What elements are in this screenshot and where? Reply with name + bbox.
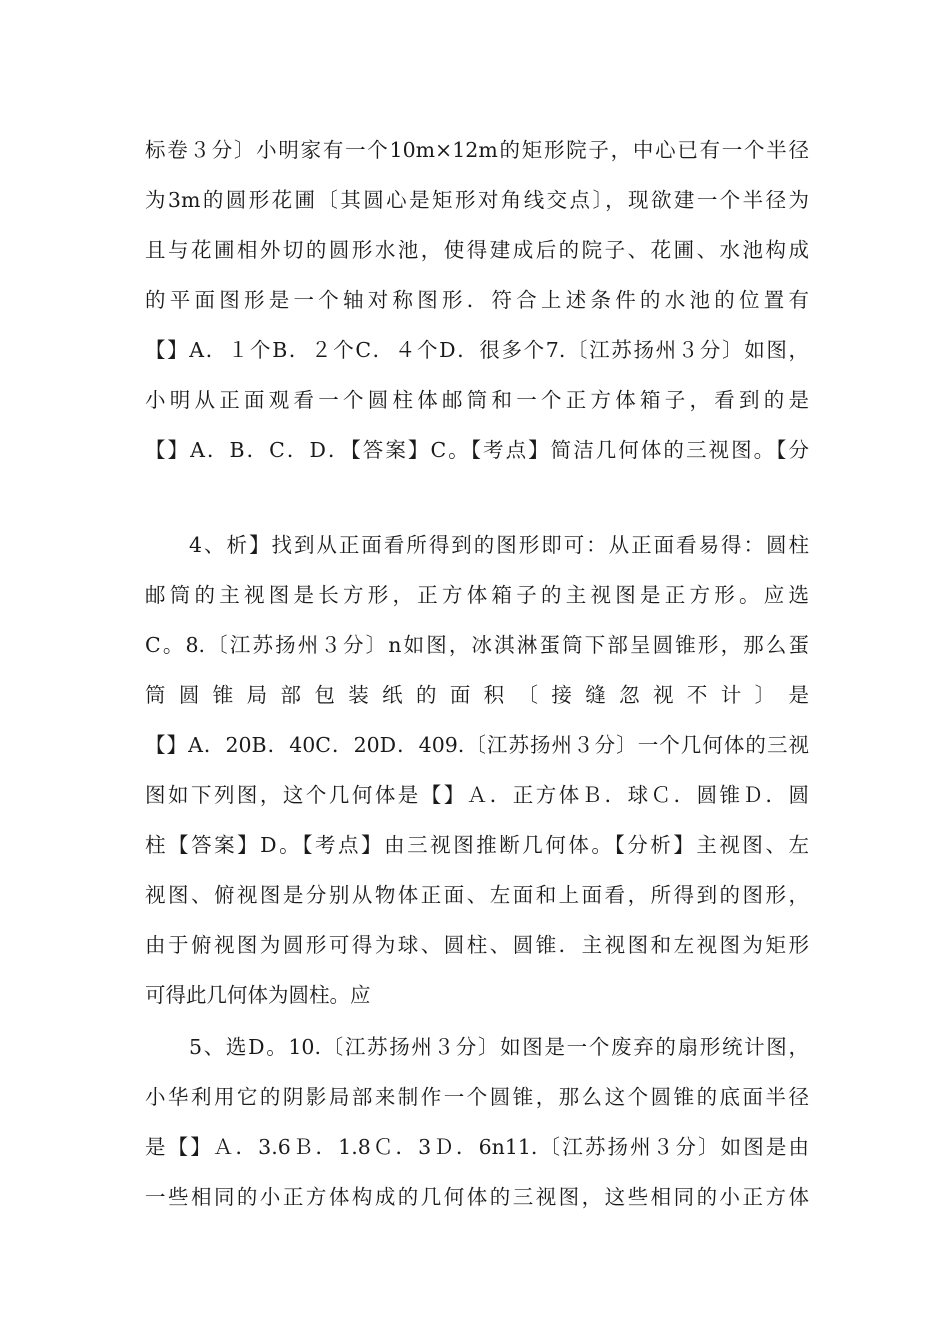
text-line: 视图、俯视图是分别从物体正面、左面和上面看，所得到的图形，: [145, 883, 809, 907]
text-line: 标卷３分〕小明家有一个10m×12m的矩形院子，中心已有一个半径: [145, 138, 809, 162]
text-line: 是【】Ａ．3.6Ｂ．1.8Ｃ．3Ｄ．6n11.〔江苏扬州３分〕如图是由: [145, 1135, 809, 1159]
text-line: 小华利用它的阴影局部来制作一个圆锥，那么这个圆锥的底面半径: [145, 1085, 809, 1109]
text-line: 为3m的圆形花圃〔其圆心是矩形对角线交点〕，现欲建一个半径为: [145, 188, 809, 212]
text-line: C。8.〔江苏扬州３分〕n如图，冰淇淋蛋筒下部呈圆锥形，那么蛋: [145, 633, 809, 657]
text-line: 由于俯视图为圆形可得为球、圆柱、圆锥．主视图和左视图为矩形: [145, 933, 809, 957]
text-line: 小明从正面观看一个圆柱体邮筒和一个正方体箱子，看到的是: [145, 388, 809, 412]
text-line: 图如下列图，这个几何体是【】Ａ．正方体Ｂ．球Ｃ．圆锥Ｄ．圆: [145, 783, 809, 807]
paragraph-3: [145, 1022, 809, 1222]
text-line: 【】A．B．C．D．【答案】C。【考点】简洁几何体的三视图。【分: [145, 438, 809, 462]
text-line: 【】A．１个B．２个C．４个D．很多个7.〔江苏扬州３分〕如图，: [145, 338, 809, 362]
paragraph-2: [145, 520, 809, 1020]
text-line: 【】A．20B．40C．20D．409.〔江苏扬州３分〕一个几何体的三视: [145, 733, 809, 757]
text-line: 邮筒的主视图是长方形，正方体箱子的主视图是正方形。应选: [145, 583, 809, 607]
text-line: 5、选D。10.〔江苏扬州３分〕如图是一个废弃的扇形统计图，: [189, 1035, 809, 1059]
text-line: 柱【答案】D。【考点】由三视图推断几何体。【分析】主视图、左: [145, 833, 809, 857]
text-line: 筒圆锥局部包装纸的面积〔接缝忽视不计〕是: [145, 683, 809, 707]
text-line: 且与花圃相外切的圆形水池，使得建成后的院子、花圃、水池构成: [145, 238, 809, 262]
text-line: 的平面图形是一个轴对称图形．符合上述条件的水池的位置有: [145, 288, 809, 312]
text-line: 4、析】找到从正面看所得到的图形即可：从正面看易得：圆柱: [189, 533, 809, 557]
paragraph-1: [145, 125, 809, 475]
text-line: 可得此几何体为圆柱。应: [145, 983, 371, 1007]
text-line: 一些相同的小正方体构成的几何体的三视图，这些相同的小正方体: [145, 1185, 809, 1209]
